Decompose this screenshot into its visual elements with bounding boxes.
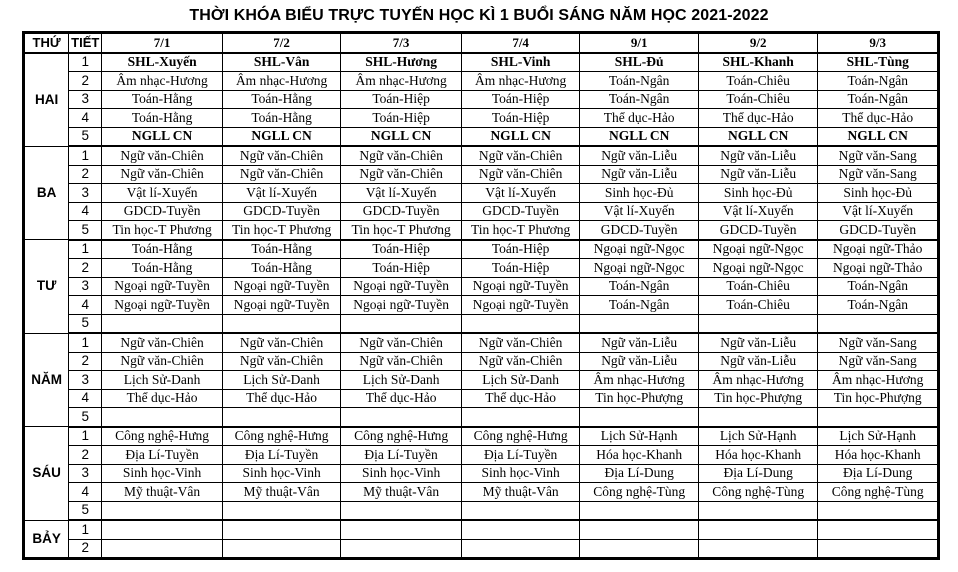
- table-row: [24, 446, 939, 465]
- table-row: [24, 483, 939, 502]
- subject-cell: Toán-Hằng: [222, 109, 341, 128]
- subject-cell: [341, 520, 462, 539]
- subject-cell: Âm nhạc-Hương: [222, 72, 341, 91]
- subject-cell: Ngữ văn-Chiên: [341, 352, 462, 371]
- subject-cell: Thể dục-Hảo: [461, 389, 580, 408]
- subject-cell: Tin học-T Phương: [102, 221, 223, 240]
- subject-cell: Ngoại ngữ-Thảo: [818, 240, 939, 259]
- subject-cell: Ngoại ngữ-Ngọc: [698, 240, 818, 259]
- table-row: [24, 314, 939, 333]
- subject-cell: Tin học-Phượng: [698, 389, 818, 408]
- subject-cell: Vật lí-Xuyến: [818, 202, 939, 221]
- period-column-header: TIẾT: [69, 33, 102, 53]
- period-number: 1: [69, 146, 102, 165]
- subject-cell: Vật lí-Xuyến: [698, 202, 818, 221]
- subject-cell: [461, 539, 580, 559]
- subject-cell: Sinh học-Vinh: [461, 464, 580, 483]
- subject-cell: Toán-Ngân: [818, 277, 939, 296]
- subject-cell: [818, 501, 939, 520]
- subject-cell: Toán-Hằng: [102, 109, 223, 128]
- subject-cell: Toán-Hiệp: [341, 90, 462, 109]
- subject-cell: [222, 539, 341, 559]
- period-number: 2: [69, 352, 102, 371]
- subject-cell: [698, 314, 818, 333]
- subject-cell: NGLL CN: [580, 127, 699, 146]
- subject-cell: [461, 501, 580, 520]
- subject-cell: Toán-Hiệp: [461, 240, 580, 259]
- subject-cell: Ngữ văn-Chiên: [341, 333, 462, 352]
- subject-cell: [222, 520, 341, 539]
- subject-cell: Ngoại ngữ-Tuyền: [341, 277, 462, 296]
- class-header-9-2: 9/2: [698, 33, 818, 53]
- subject-cell: Âm nhạc-Hương: [580, 371, 699, 390]
- subject-cell: SHL-Xuyến: [102, 53, 223, 72]
- subject-cell: [102, 501, 223, 520]
- subject-cell: GDCD-Tuyền: [222, 202, 341, 221]
- subject-cell: Hóa học-Khanh: [580, 446, 699, 465]
- subject-cell: Sinh học-Vinh: [341, 464, 462, 483]
- class-header-9-3: 9/3: [818, 33, 939, 53]
- subject-cell: SHL-Vân: [222, 53, 341, 72]
- period-number: 3: [69, 464, 102, 483]
- table-row: [24, 184, 939, 203]
- subject-cell: [102, 408, 223, 427]
- subject-cell: Công nghệ-Hưng: [341, 427, 462, 446]
- timetable: [22, 31, 940, 560]
- subject-cell: Vật lí-Xuyến: [102, 184, 223, 203]
- subject-cell: GDCD-Tuyền: [580, 221, 699, 240]
- subject-cell: Địa Lí-Tuyền: [461, 446, 580, 465]
- class-header-7-1: 7/1: [102, 33, 223, 53]
- subject-cell: Ngữ văn-Chiên: [222, 352, 341, 371]
- subject-cell: [580, 501, 699, 520]
- subject-cell: Thể dục-Hảo: [580, 109, 699, 128]
- subject-cell: Công nghệ-Hưng: [102, 427, 223, 446]
- subject-cell: Ngữ văn-Chiên: [222, 146, 341, 165]
- subject-cell: Ngoại ngữ-Ngọc: [580, 259, 699, 278]
- period-number: 4: [69, 109, 102, 128]
- subject-cell: [461, 408, 580, 427]
- period-number: 2: [69, 446, 102, 465]
- subject-cell: NGLL CN: [341, 127, 462, 146]
- subject-cell: Toán-Hiệp: [461, 109, 580, 128]
- subject-cell: GDCD-Tuyền: [818, 221, 939, 240]
- subject-cell: Ngữ văn-Chiên: [341, 165, 462, 184]
- subject-cell: NGLL CN: [222, 127, 341, 146]
- subject-cell: [818, 520, 939, 539]
- table-row: [24, 72, 939, 91]
- subject-cell: Ngoại ngữ-Tuyền: [341, 296, 462, 315]
- period-number: 5: [69, 501, 102, 520]
- table-row: [24, 296, 939, 315]
- subject-cell: [698, 501, 818, 520]
- period-number: 1: [69, 520, 102, 539]
- period-number: 1: [69, 240, 102, 259]
- subject-cell: Vật lí-Xuyến: [341, 184, 462, 203]
- subject-cell: [222, 501, 341, 520]
- subject-cell: Ngữ văn-Sang: [818, 352, 939, 371]
- period-number: 3: [69, 371, 102, 390]
- subject-cell: Ngoại ngữ-Tuyền: [461, 296, 580, 315]
- subject-cell: Lịch Sử-Danh: [341, 371, 462, 390]
- subject-cell: [102, 314, 223, 333]
- subject-cell: Toán-Chiêu: [698, 90, 818, 109]
- subject-cell: SHL-Vinh: [461, 53, 580, 72]
- table-row: [24, 240, 939, 259]
- subject-cell: Toán-Ngân: [580, 277, 699, 296]
- table-row: [24, 501, 939, 520]
- table-row: [24, 389, 939, 408]
- subject-cell: Ngữ văn-Liễu: [580, 146, 699, 165]
- table-row: [24, 127, 939, 146]
- subject-cell: Vật lí-Xuyến: [580, 202, 699, 221]
- subject-cell: Ngữ văn-Chiên: [222, 165, 341, 184]
- table-row: [24, 109, 939, 128]
- subject-cell: Ngữ văn-Liễu: [580, 352, 699, 371]
- subject-cell: Sinh học-Đủ: [580, 184, 699, 203]
- subject-cell: [102, 539, 223, 559]
- subject-cell: Sinh học-Vinh: [222, 464, 341, 483]
- subject-cell: Tin học-T Phương: [461, 221, 580, 240]
- subject-cell: [461, 314, 580, 333]
- subject-cell: [818, 314, 939, 333]
- subject-cell: Ngữ văn-Sang: [818, 146, 939, 165]
- subject-cell: Địa Lí-Dung: [698, 464, 818, 483]
- table-row: [24, 539, 939, 559]
- subject-cell: [341, 408, 462, 427]
- subject-cell: Sinh học-Đủ: [698, 184, 818, 203]
- subject-cell: Ngoại ngữ-Tuyền: [461, 277, 580, 296]
- subject-cell: Toán-Hiệp: [341, 109, 462, 128]
- subject-cell: Công nghệ-Tùng: [580, 483, 699, 502]
- subject-cell: Ngoại ngữ-Tuyền: [102, 277, 223, 296]
- period-number: 4: [69, 202, 102, 221]
- subject-cell: Ngoại ngữ-Tuyền: [102, 296, 223, 315]
- subject-cell: Công nghệ-Tùng: [698, 483, 818, 502]
- subject-cell: Âm nhạc-Hương: [818, 371, 939, 390]
- header-row: [24, 33, 939, 53]
- subject-cell: Toán-Ngân: [580, 72, 699, 91]
- subject-cell: Ngữ văn-Chiên: [102, 165, 223, 184]
- subject-cell: Toán-Hằng: [102, 240, 223, 259]
- subject-cell: Ngữ văn-Liễu: [698, 146, 818, 165]
- subject-cell: [461, 520, 580, 539]
- subject-cell: GDCD-Tuyền: [102, 202, 223, 221]
- subject-cell: Lịch Sử-Danh: [102, 371, 223, 390]
- subject-cell: Thể dục-Hảo: [222, 389, 341, 408]
- subject-cell: Toán-Hằng: [222, 240, 341, 259]
- period-number: 4: [69, 296, 102, 315]
- table-row: [24, 221, 939, 240]
- period-number: 5: [69, 314, 102, 333]
- class-header-7-4: 7/4: [461, 33, 580, 53]
- subject-cell: SHL-Tùng: [818, 53, 939, 72]
- period-number: 5: [69, 408, 102, 427]
- subject-cell: [341, 314, 462, 333]
- subject-cell: NGLL CN: [461, 127, 580, 146]
- page-title: THỜI KHÓA BIỂU TRỰC TUYẾN HỌC KÌ 1 BUỔI SÁNG NĂM HỌC 2021-2022: [189, 7, 769, 24]
- subject-cell: [222, 408, 341, 427]
- subject-cell: Địa Lí-Tuyền: [222, 446, 341, 465]
- table-row: [24, 371, 939, 390]
- subject-cell: Địa Lí-Dung: [580, 464, 699, 483]
- day-label: SÁU: [24, 427, 69, 521]
- subject-cell: Địa Lí-Tuyền: [341, 446, 462, 465]
- subject-cell: SHL-Hương: [341, 53, 462, 72]
- subject-cell: GDCD-Tuyền: [461, 202, 580, 221]
- subject-cell: [580, 408, 699, 427]
- subject-cell: Toán-Hằng: [102, 90, 223, 109]
- subject-cell: Địa Lí-Dung: [818, 464, 939, 483]
- subject-cell: Ngữ văn-Liễu: [580, 165, 699, 184]
- subject-cell: Ngữ văn-Liễu: [580, 333, 699, 352]
- subject-cell: Ngữ văn-Chiên: [102, 352, 223, 371]
- subject-cell: [341, 539, 462, 559]
- subject-cell: NGLL CN: [818, 127, 939, 146]
- subject-cell: Toán-Hiệp: [341, 259, 462, 278]
- subject-cell: Ngữ văn-Chiên: [102, 146, 223, 165]
- table-row: [24, 408, 939, 427]
- subject-cell: [698, 539, 818, 559]
- subject-cell: Ngữ văn-Chiên: [461, 146, 580, 165]
- subject-cell: Toán-Hằng: [222, 259, 341, 278]
- subject-cell: Sinh học-Vinh: [102, 464, 223, 483]
- subject-cell: Thể dục-Hảo: [698, 109, 818, 128]
- subject-cell: Toán-Hiệp: [461, 259, 580, 278]
- day-label: TƯ: [24, 240, 69, 334]
- subject-cell: GDCD-Tuyền: [698, 221, 818, 240]
- class-header-7-3: 7/3: [341, 33, 462, 53]
- subject-cell: GDCD-Tuyền: [341, 202, 462, 221]
- subject-cell: [580, 520, 699, 539]
- day-label: HAI: [24, 53, 69, 147]
- subject-cell: [580, 314, 699, 333]
- subject-cell: Toán-Hiệp: [461, 90, 580, 109]
- subject-cell: Tin học-Phượng: [818, 389, 939, 408]
- day-label: NĂM: [24, 333, 69, 427]
- subject-cell: [818, 539, 939, 559]
- subject-cell: Âm nhạc-Hương: [102, 72, 223, 91]
- table-row: [24, 277, 939, 296]
- subject-cell: Công nghệ-Hưng: [461, 427, 580, 446]
- subject-cell: Ngữ văn-Liễu: [698, 352, 818, 371]
- subject-cell: Công nghệ-Hưng: [222, 427, 341, 446]
- table-row: [24, 333, 939, 352]
- period-number: 2: [69, 259, 102, 278]
- table-row: [24, 165, 939, 184]
- period-number: 2: [69, 539, 102, 559]
- class-header-9-1: 9/1: [580, 33, 699, 53]
- subject-cell: Toán-Ngân: [818, 72, 939, 91]
- table-row: [24, 146, 939, 165]
- subject-cell: Lịch Sử-Danh: [222, 371, 341, 390]
- class-header-7-2: 7/2: [222, 33, 341, 53]
- subject-cell: Toán-Ngân: [580, 296, 699, 315]
- subject-cell: Âm nhạc-Hương: [698, 371, 818, 390]
- period-number: 1: [69, 427, 102, 446]
- subject-cell: Vật lí-Xuyến: [461, 184, 580, 203]
- subject-cell: Hóa học-Khanh: [818, 446, 939, 465]
- subject-cell: Ngoại ngữ-Ngọc: [698, 259, 818, 278]
- table-row: [24, 427, 939, 446]
- subject-cell: [818, 408, 939, 427]
- subject-cell: SHL-Đủ: [580, 53, 699, 72]
- table-row: [24, 53, 939, 72]
- period-number: 5: [69, 221, 102, 240]
- subject-cell: Mỹ thuật-Vân: [222, 483, 341, 502]
- subject-cell: Mỹ thuật-Vân: [341, 483, 462, 502]
- period-number: 3: [69, 90, 102, 109]
- subject-cell: Toán-Ngân: [818, 90, 939, 109]
- subject-cell: Toán-Chiêu: [698, 72, 818, 91]
- subject-cell: Vật lí-Xuyến: [222, 184, 341, 203]
- subject-cell: NGLL CN: [102, 127, 223, 146]
- table-row: [24, 202, 939, 221]
- subject-cell: Địa Lí-Tuyền: [102, 446, 223, 465]
- subject-cell: Ngữ văn-Chiên: [461, 165, 580, 184]
- subject-cell: Công nghệ-Tùng: [818, 483, 939, 502]
- subject-cell: Âm nhạc-Hương: [461, 72, 580, 91]
- subject-cell: Ngoại ngữ-Tuyền: [222, 296, 341, 315]
- subject-cell: Ngữ văn-Chiên: [222, 333, 341, 352]
- subject-cell: Sinh học-Đủ: [818, 184, 939, 203]
- subject-cell: Ngữ văn-Sang: [818, 333, 939, 352]
- period-number: 3: [69, 277, 102, 296]
- subject-cell: Lịch Sử-Danh: [461, 371, 580, 390]
- subject-cell: Toán-Ngân: [818, 296, 939, 315]
- subject-cell: Âm nhạc-Hương: [341, 72, 462, 91]
- table-row: [24, 520, 939, 539]
- subject-cell: [580, 539, 699, 559]
- period-number: 2: [69, 72, 102, 91]
- subject-cell: Toán-Ngân: [580, 90, 699, 109]
- table-row: [24, 259, 939, 278]
- table-row: [24, 352, 939, 371]
- subject-cell: Ngữ văn-Liễu: [698, 165, 818, 184]
- period-number: 3: [69, 184, 102, 203]
- subject-cell: [222, 314, 341, 333]
- subject-cell: Ngoại ngữ-Tuyền: [222, 277, 341, 296]
- subject-cell: Tin học-Phượng: [580, 389, 699, 408]
- period-number: 1: [69, 333, 102, 352]
- day-label: BẢY: [24, 520, 69, 559]
- subject-cell: Toán-Hằng: [102, 259, 223, 278]
- subject-cell: Ngữ văn-Chiên: [102, 333, 223, 352]
- subject-cell: Ngoại ngữ-Thảo: [818, 259, 939, 278]
- subject-cell: Toán-Chiêu: [698, 277, 818, 296]
- subject-cell: NGLL CN: [698, 127, 818, 146]
- subject-cell: Lịch Sử-Hạnh: [580, 427, 699, 446]
- subject-cell: Ngoại ngữ-Ngọc: [580, 240, 699, 259]
- subject-cell: [102, 520, 223, 539]
- subject-cell: Ngữ văn-Chiên: [461, 333, 580, 352]
- subject-cell: [341, 501, 462, 520]
- subject-cell: Mỹ thuật-Vân: [102, 483, 223, 502]
- subject-cell: Thể dục-Hảo: [341, 389, 462, 408]
- period-number: 1: [69, 53, 102, 72]
- subject-cell: Ngữ văn-Chiên: [461, 352, 580, 371]
- subject-cell: Lịch Sử-Hạnh: [818, 427, 939, 446]
- table-row: [24, 464, 939, 483]
- subject-cell: Tin học-T Phương: [222, 221, 341, 240]
- subject-cell: Lịch Sử-Hạnh: [698, 427, 818, 446]
- subject-cell: Ngữ văn-Sang: [818, 165, 939, 184]
- subject-cell: Hóa học-Khanh: [698, 446, 818, 465]
- subject-cell: Toán-Chiêu: [698, 296, 818, 315]
- period-number: 4: [69, 483, 102, 502]
- day-label: BA: [24, 146, 69, 240]
- subject-cell: Tin học-T Phương: [341, 221, 462, 240]
- period-number: 4: [69, 389, 102, 408]
- subject-cell: Toán-Hằng: [222, 90, 341, 109]
- subject-cell: Ngữ văn-Liễu: [698, 333, 818, 352]
- subject-cell: SHL-Khanh: [698, 53, 818, 72]
- subject-cell: Toán-Hiệp: [341, 240, 462, 259]
- day-column-header: THỨ: [24, 33, 69, 53]
- subject-cell: [698, 520, 818, 539]
- subject-cell: Ngữ văn-Chiên: [341, 146, 462, 165]
- subject-cell: Mỹ thuật-Vân: [461, 483, 580, 502]
- subject-cell: [698, 408, 818, 427]
- period-number: 2: [69, 165, 102, 184]
- table-row: [24, 90, 939, 109]
- subject-cell: Thể dục-Hảo: [818, 109, 939, 128]
- subject-cell: Thể dục-Hảo: [102, 389, 223, 408]
- period-number: 5: [69, 127, 102, 146]
